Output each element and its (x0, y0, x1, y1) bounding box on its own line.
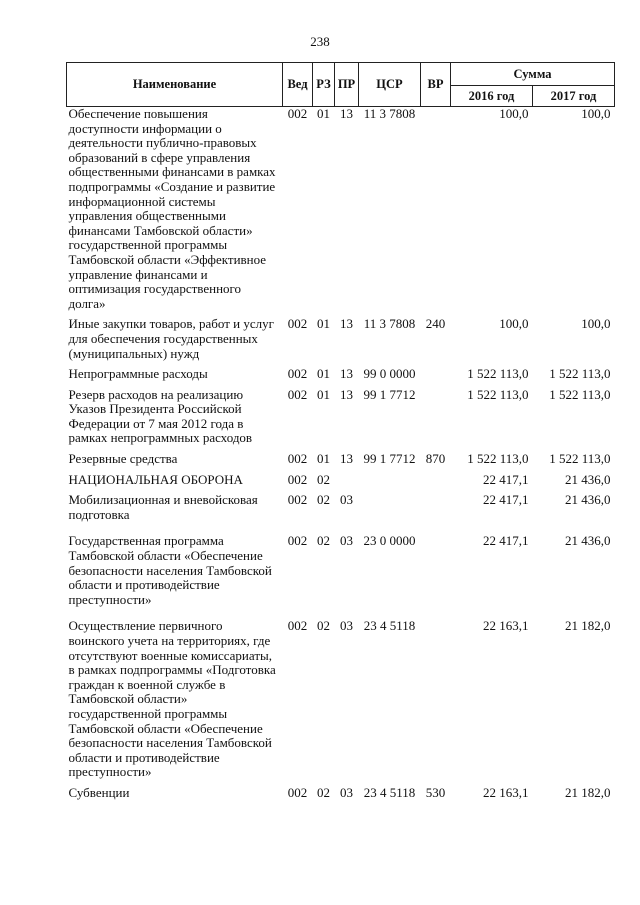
row-sum-2016: 22 163,1 (483, 784, 529, 800)
table-row (67, 107, 615, 318)
row-sum-2017: 21 182,0 (565, 784, 611, 800)
table-row (67, 388, 615, 452)
row-name: НАЦИОНАЛЬНАЯ ОБОРОНА (68, 471, 243, 487)
row-sum-2017: 1 522 113,0 (549, 386, 611, 402)
row-rz: 02 (317, 471, 330, 487)
table-row (67, 493, 615, 534)
row-ved: 002 (287, 533, 308, 549)
row-name: Субвенции (68, 784, 130, 800)
row-pr: 13 (340, 316, 353, 332)
row-pr: 03 (340, 784, 353, 800)
row-ved: 002 (287, 492, 308, 508)
row-csr: 99 1 7712 (363, 451, 416, 467)
page-number: 238 (310, 34, 330, 49)
row-name: Осуществление первичного воинского учета на территориях, где отсутствуют военные комиссариаты, в рамках подпрограммы «Подготовка граждан к военной службе в Тамбовской области» государственной программы Тамбовской области «Обеспечение безопасности населения Тамбовской области и противодействие преступности» (68, 618, 276, 780)
row-vr (421, 473, 451, 494)
row-name: Резерв расходов на реализацию Указов Президента Российской Федерации от 7 мая 2012 года в рамках непрограммных расходов (68, 386, 253, 446)
row-ved: 002 (287, 316, 308, 332)
table-row (67, 534, 615, 619)
row-vr: 870 (425, 451, 446, 467)
table-row (67, 473, 615, 494)
row-sum-2016: 22 417,1 (483, 492, 529, 508)
table-row (67, 619, 615, 786)
row-vr (421, 493, 451, 534)
row-vr: 240 (425, 316, 446, 332)
row-sum-2017: 21 436,0 (565, 533, 611, 549)
row-pr: 03 (340, 533, 353, 549)
header-vr: ВР (421, 63, 451, 107)
table-row (67, 367, 615, 388)
header-year-2016: 2016 год (451, 86, 533, 107)
row-name: Мобилизационная и вневойсковая подготовка (68, 492, 258, 522)
row-rz: 02 (317, 533, 330, 549)
row-csr: 23 4 5118 (363, 618, 416, 634)
row-csr (359, 493, 421, 534)
row-pr: 13 (340, 106, 353, 121)
row-ved: 002 (287, 451, 308, 467)
row-name: Обеспечение повышения доступности информации о деятельности публично-правовых образований в сфере управления общественными финансами в рамках подпрограммы «Создание и развитие информационной системы управления общественными финансами Тамбовской области» государственной программы Тамбовской области «Эффективное управление финансами и оптимизация государственного долга» (68, 106, 276, 311)
row-sum-2017: 21 436,0 (565, 471, 611, 487)
row-sum-2016: 22 417,1 (483, 533, 529, 549)
row-pr: 13 (340, 451, 353, 467)
row-ved: 002 (287, 784, 308, 800)
row-rz: 01 (317, 106, 330, 121)
row-rz: 02 (317, 784, 330, 800)
row-sum-2017: 1 522 113,0 (549, 451, 611, 467)
header-rz: РЗ (313, 63, 335, 107)
row-csr: 99 0 0000 (363, 366, 416, 382)
row-rz: 02 (317, 618, 330, 634)
row-csr (359, 473, 421, 494)
row-sum-2016: 22 163,1 (483, 618, 529, 634)
row-vr (421, 534, 451, 619)
row-sum-2016: 1 522 113,0 (467, 366, 529, 382)
row-vr (421, 388, 451, 452)
row-name: Иные закупки товаров, работ и услуг для обеспечения государственных (муниципальных) нужд (68, 316, 274, 361)
table-row (67, 786, 615, 801)
row-csr: 99 1 7712 (363, 386, 416, 402)
row-pr: 03 (340, 492, 353, 508)
header-pr: ПР (335, 63, 359, 107)
row-sum-2016: 100,0 (499, 316, 529, 332)
row-rz: 01 (317, 316, 330, 332)
row-name: Государственная программа Тамбовской области «Обеспечение безопасности населения Тамбовской области и противодействие преступности» (68, 533, 272, 607)
header-name: Наименование (67, 63, 283, 107)
table-row (67, 452, 615, 473)
row-csr: 23 4 5118 (363, 784, 416, 800)
header-ved: Вед (283, 63, 313, 107)
row-ved: 002 (287, 618, 308, 634)
row-vr: 530 (425, 784, 446, 800)
row-vr (421, 367, 451, 388)
row-name: Непрограммные расходы (68, 366, 208, 382)
row-pr (335, 473, 359, 494)
header-sum: Сумма (451, 63, 615, 86)
row-vr (421, 619, 451, 786)
row-ved: 002 (287, 386, 308, 402)
row-csr: 11 3 7808 (363, 316, 416, 332)
row-csr: 23 0 0000 (363, 533, 416, 549)
row-pr: 03 (340, 618, 353, 634)
row-ved: 002 (287, 471, 308, 487)
row-sum-2016: 100,0 (499, 106, 529, 121)
row-csr: 11 3 7808 (363, 106, 416, 121)
table-body (67, 107, 615, 801)
table-row (67, 317, 615, 367)
header-year-2017: 2017 год (533, 86, 615, 107)
row-sum-2017: 21 436,0 (565, 492, 611, 508)
row-rz: 01 (317, 451, 330, 467)
row-ved: 002 (287, 366, 308, 382)
table-header (67, 63, 615, 107)
row-sum-2017: 100,0 (581, 316, 611, 332)
row-sum-2017: 1 522 113,0 (549, 366, 611, 382)
row-sum-2017: 100,0 (581, 106, 611, 121)
row-rz: 01 (317, 386, 330, 402)
row-pr: 13 (340, 386, 353, 402)
row-rz: 01 (317, 366, 330, 382)
row-rz: 02 (317, 492, 330, 508)
header-csr: ЦСР (359, 63, 421, 107)
row-ved: 002 (287, 106, 308, 121)
row-sum-2017: 21 182,0 (565, 618, 611, 634)
row-sum-2016: 1 522 113,0 (467, 451, 529, 467)
budget-table (66, 62, 615, 801)
row-pr: 13 (340, 366, 353, 382)
row-sum-2016: 1 522 113,0 (467, 386, 529, 402)
row-name: Резервные средства (68, 451, 178, 467)
row-sum-2016: 22 417,1 (483, 471, 529, 487)
row-vr (421, 107, 451, 318)
